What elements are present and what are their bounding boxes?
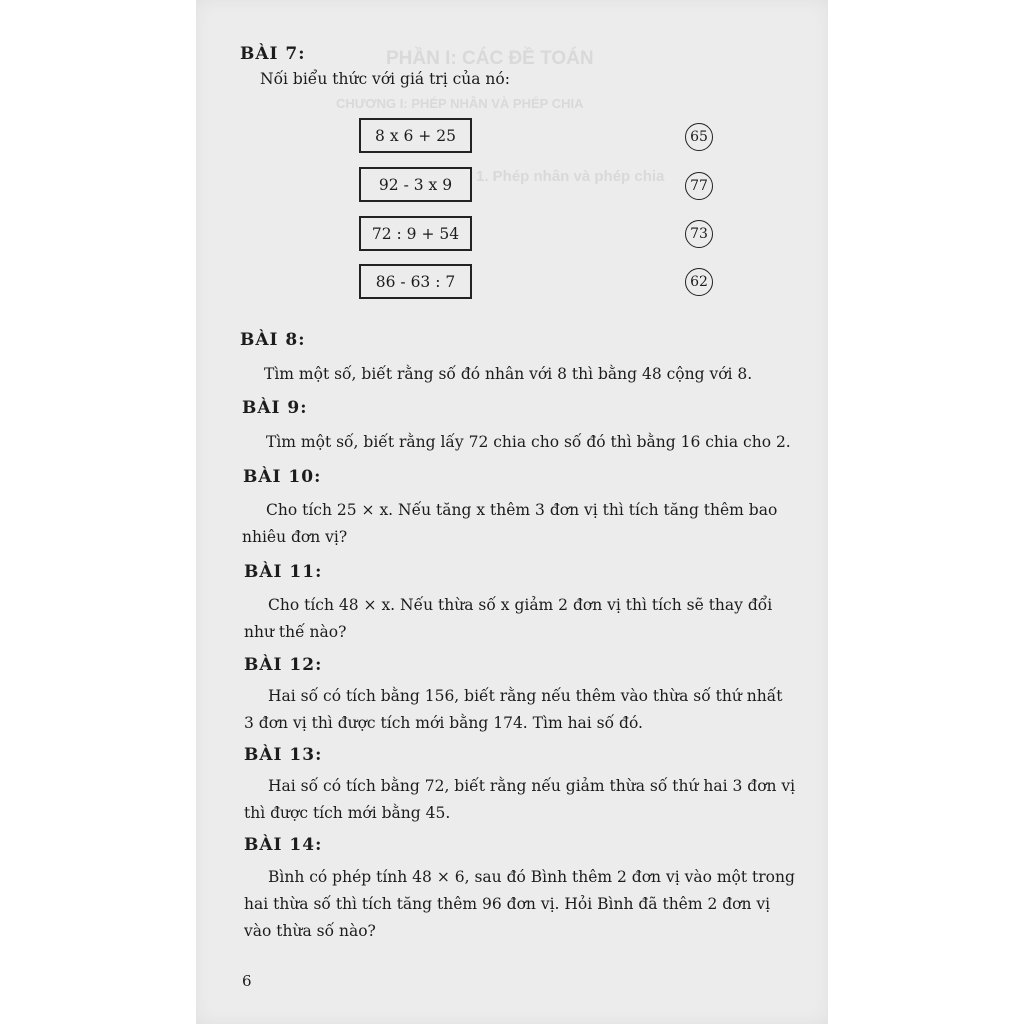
exercise-text [242,497,778,551]
exercise-line: vào thừa số nào? [244,922,376,940]
bleed-through: 1. Phép nhân và phép chia [476,168,665,185]
exercise-line: Hai số có tích bằng 156, biết rằng nếu thêm vào thừa số thứ nhất [268,687,783,705]
exercise-text [264,361,752,388]
exercise-text [244,683,783,737]
exercise-heading: BÀI 10: [243,467,322,487]
exercise-line: Bình có phép tính 48 × 6, sau đó Bình thêm 2 đơn vị vào một trong [268,868,795,886]
bleed-through: CHƯƠNG I: PHÉP NHÂN VÀ PHÉP CHIA [336,96,584,111]
value-circle: 77 [685,172,713,200]
exercise-line: hai thừa số thì tích tăng thêm 96 đơn vị. Hỏi Bình đã thêm 2 đơn vị [244,895,771,913]
value-circle: 65 [685,123,713,151]
exercise-heading: BÀI 7: [240,44,306,64]
exercise-line: Hai số có tích bằng 72, biết rằng nếu giảm thừa số thứ hai 3 đơn vị [268,777,796,795]
exercise-line: Cho tích 25 × x. Nếu tăng x thêm 3 đơn vị thì tích tăng thêm bao [266,501,778,519]
exercise-line: Cho tích 48 × x. Nếu thừa số x giảm 2 đơn vị thì tích sẽ thay đổi [268,596,773,614]
exercise-text: Nối biểu thức với giá trị của nó: [260,70,510,88]
exercise-line: như thế nào? [244,623,347,641]
value-circle: 62 [685,268,713,296]
expression-box: 92 - 3 x 9 [359,167,472,202]
expression-box: 86 - 63 : 7 [359,264,472,299]
exercise-line: 3 đơn vị thì được tích mới bằng 174. Tìm hai số đó. [244,714,643,732]
exercise-line: Tìm một số, biết rằng số đó nhân với 8 thì bằng 48 cộng với 8. [264,365,753,383]
exercise-line: Tìm một số, biết rằng lấy 72 chia cho số đó thì bằng 16 chia cho 2. [266,433,791,451]
exercise-text [266,429,791,456]
book-page [196,0,828,1024]
expression-box: 72 : 9 + 54 [359,216,472,251]
expression-box: 8 x 6 + 25 [359,118,472,153]
exercise-heading: BÀI 9: [242,398,308,418]
exercise-heading: BÀI 14: [244,835,323,855]
exercise-line: nhiêu đơn vị? [242,528,348,546]
bleed-through: PHẦN I: CÁC ĐỀ TOÁN [386,48,594,69]
exercise-heading: BÀI 8: [240,330,306,350]
exercise-text [244,592,773,646]
exercise-line: thì được tích mới bằng 45. [244,804,451,822]
exercise-text [244,864,795,945]
exercise-heading: BÀI 12: [244,655,323,675]
value-circle: 73 [685,220,713,248]
page-number: 6 [242,972,252,990]
exercise-heading: BÀI 13: [244,745,323,765]
exercise-text [244,773,796,827]
exercise-heading: BÀI 11: [244,562,323,582]
